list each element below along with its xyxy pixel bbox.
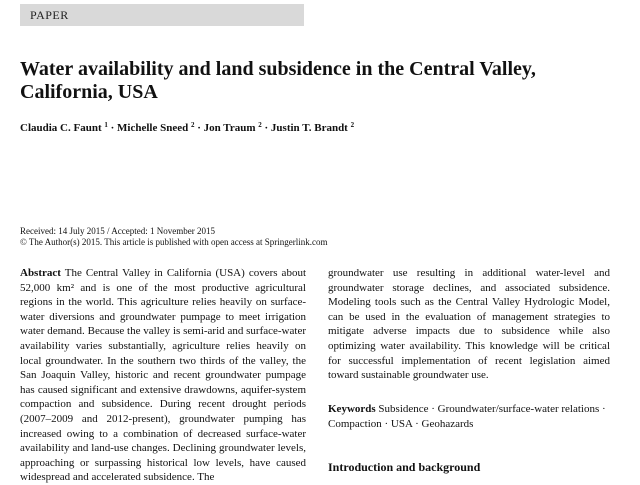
abstract-text-right: groundwater use resulting in additional water-level and groundwater storage declines, and associated subsidence. Modeling tools such as the Central Valley Hydrologic Model, can be used in the evaluation of management strategies to mitigate adverse impacts due to subsidence while also optimizing water availability. This knowledge will be critical for successful implementation of recent legislation aimed toward sustainable groundwater use. [328,267,610,382]
keywords-label: Keywords [328,403,376,415]
author-separator: · [107,122,118,134]
author-name[interactable]: Justin T. Brandt [270,122,348,134]
affiliation-marker: 2 [190,121,195,129]
article-history [20,226,327,248]
keywords [328,402,610,431]
abstract-label: Abstract [20,267,61,279]
author-separator: · [261,122,271,134]
affiliation-marker: 1 [104,121,108,129]
paper-title: Water availability and land subsidence in the Central Valley, California, USA [20,58,536,103]
abstract-column-left [20,266,306,485]
article-type-tag: PAPER [20,4,304,26]
license-statement: © The Author(s) 2015. This article is published with open access at Springerlink.com [20,237,328,247]
author-name[interactable]: Jon Traum [203,122,256,134]
section-heading: Introduction and background [328,460,481,474]
affiliation-marker: 2 [350,121,355,129]
affiliation-marker: 2 [258,121,262,129]
author-list [20,121,620,134]
keywords-text: Subsidence · Groundwater/surface-water relations · Compaction · USA · Geohazards [328,403,606,430]
received-accepted-dates: Received: 14 July 2015 / Accepted: 1 November 2015 [20,226,215,236]
abstract-column-right [328,266,610,383]
author-name[interactable]: Claudia C. Faunt [20,122,102,134]
abstract-text-left: The Central Valley in California (USA) covers about 52,000 km² and is one of the most productive agricultural regions in the world. This agriculture relies heavily on surface-water diversions and groundwater pumpage to meet irrigation water demand. Because the valley is semi-arid and surface-water availability varies substantially, agriculture relies heavily on local groundwater. In the southern two thirds of the valley, the San Joaquin Valley, historic and recent groundwater pumpage has caused significant and extensive drawdowns, aquifer-system compaction and subsidence. During recent drought periods (2007–2009 and 2012-present), groundwater pumping has increased owing to a combination of decreased surface-water availability and land-use changes. Declining groundwater levels, approaching or surpassing historical low levels, have caused widespread and accelerated subsidence. The [20,267,306,484]
author-name[interactable]: Michelle Sneed [117,122,189,134]
author-separator: · [194,122,204,134]
